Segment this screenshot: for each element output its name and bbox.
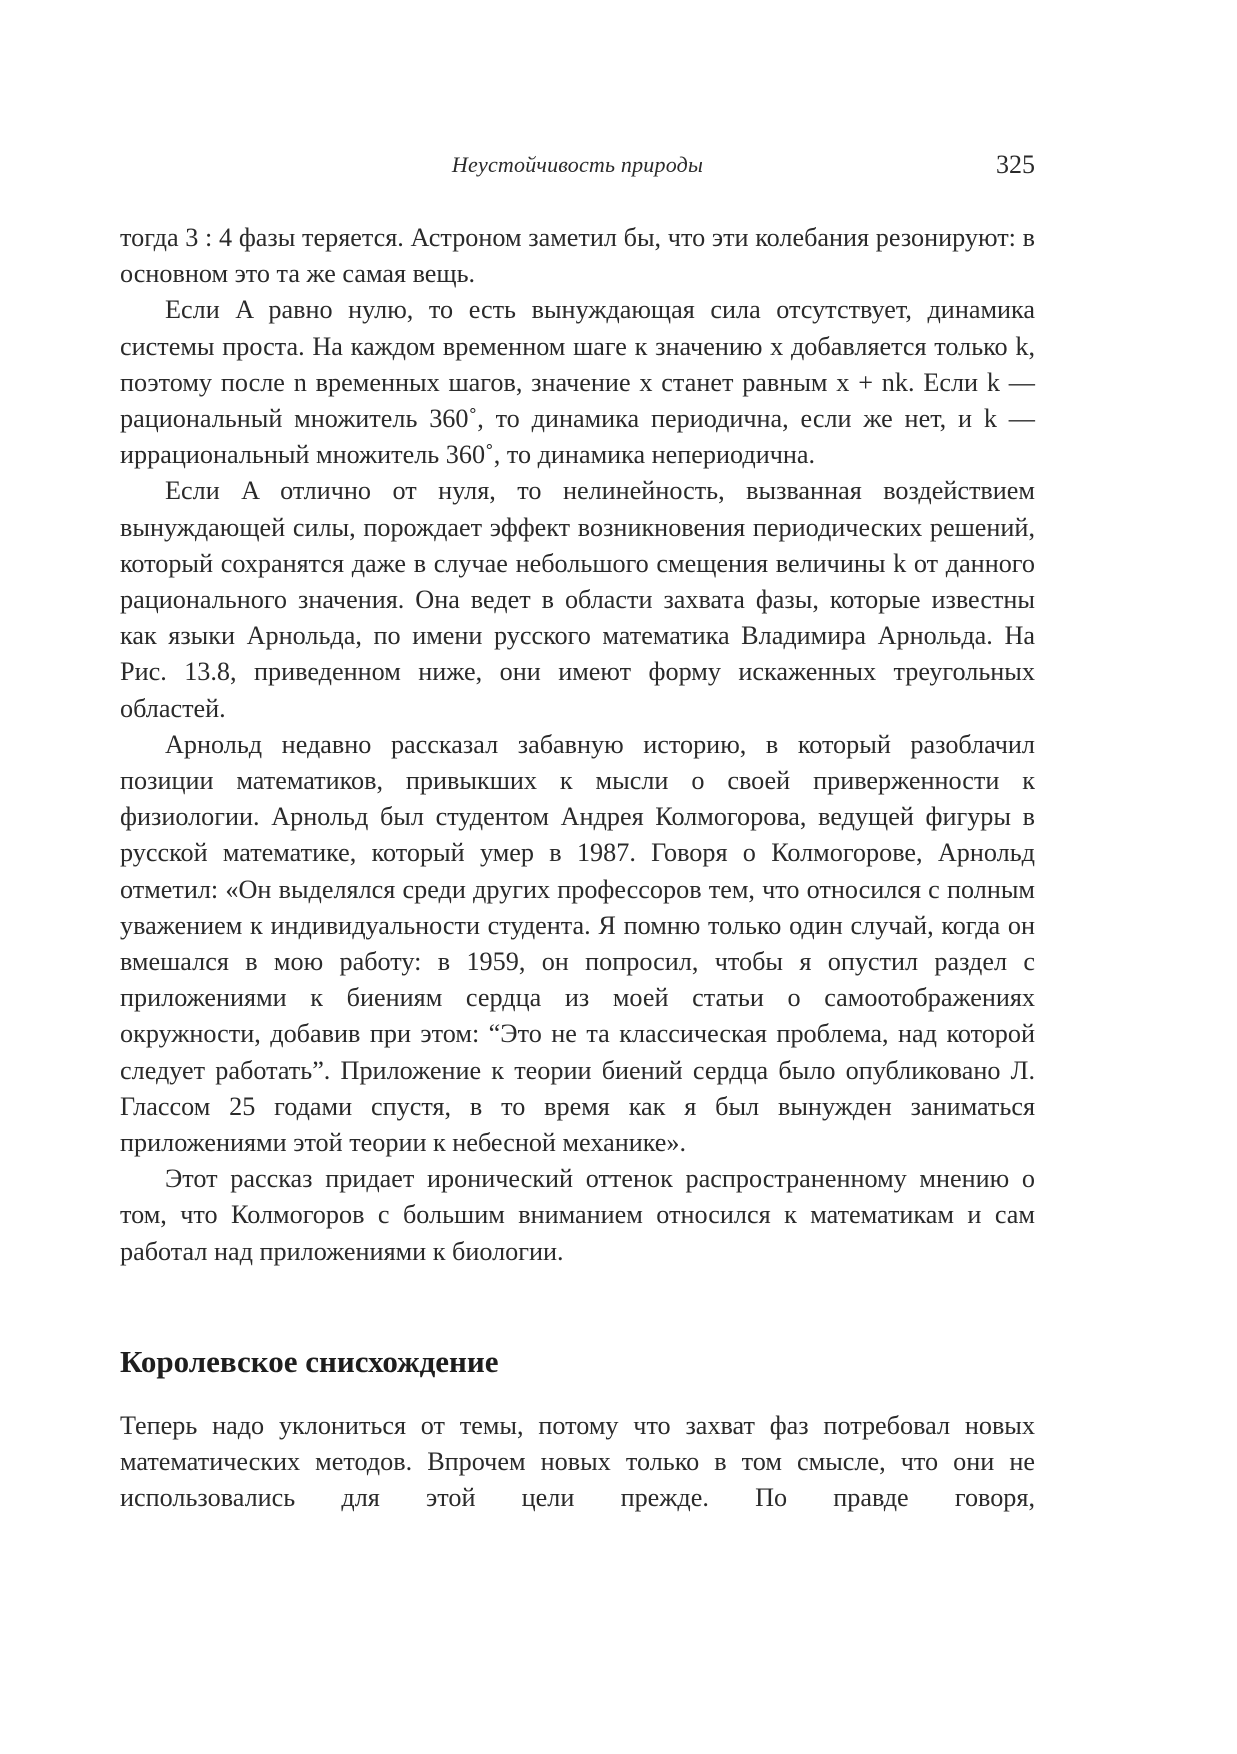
running-head — [120, 150, 1035, 190]
section-title: Королевское снисхождение — [120, 1343, 499, 1379]
page-number: 325 — [996, 150, 1035, 179]
running-title: Неустойчивость природы — [451, 152, 704, 177]
paragraph-5: Этот рассказ придает иронический оттенок распространенному мнению о том, что Колмогоров с большим вниманием относился к математикам и сам работал над приложениями к биологии. — [120, 1164, 1035, 1266]
book-page — [120, 150, 1035, 1517]
paragraph-3: Если A отлично от нуля, то нелинейность, вызванная воздействием вынуждающей силы, порождает эффект возникновения периодических решений, который сохранятся даже в случае небольшого смещения величины k от данного рационального значения. Она ведет в области захвата фазы, которые известны как языки Арнольда, по имени русского математика Владимира Арнольда. На Рис. 13.8, приведенном ниже, они имеют форму искаженных треугольных областей. — [120, 476, 1035, 723]
paragraph-2: Если A равно нулю, то есть вынуждающая сила отсутствует, динамика системы проста. На каждом временном шаге к значению x добавляется только k, поэтому после n временных шагов, значение x станет равным x + nk. Если k — рациональный множитель 360˚, то динамика периодична, если же нет, и k — иррациональный множитель 360˚, то динамика непериодична. — [120, 295, 1035, 470]
body-text — [120, 220, 1035, 1517]
paragraph-4: Арнольд недавно рассказал забавную историю, в который разоблачил позиции математиков, привыкших к мысли о своей приверженности к физиологии. Арнольд был студентом Андрея Колмогорова, ведущей фигуры в русской математике, который умер в 1987. Говоря о Колмогорове, Арнольд отметил: «Он выделялся среди других профессоров тем, что относился с полным уважением к индивидуальности студента. Я помню только один случай, когда он вмешался в мою работу: в 1959, он попросил, чтобы я опустил раздел с приложениями к биениям сердца из моей статьи о самоотображениях окружности, добавив при этом: “Это не та классическая проблема, над которой следует работать”. Приложение к теории биений сердца было опубликовано Л. Глассом 25 годами спустя, в то время как я был вынужден заниматься приложениями этой теории к небесной механике». — [120, 729, 1035, 1158]
section-paragraph: Теперь надо уклониться от темы, потому что захват фаз потребовал новых математических методов. Впрочем новых только в том смысле, что они не использовались для этой цели прежде. По правде говоря, — [120, 1410, 1035, 1513]
paragraph-1: тогда 3 : 4 фазы теряется. Астроном заметил бы, что эти колебания резонируют: в основном это та же самая вещь. — [120, 223, 1035, 289]
